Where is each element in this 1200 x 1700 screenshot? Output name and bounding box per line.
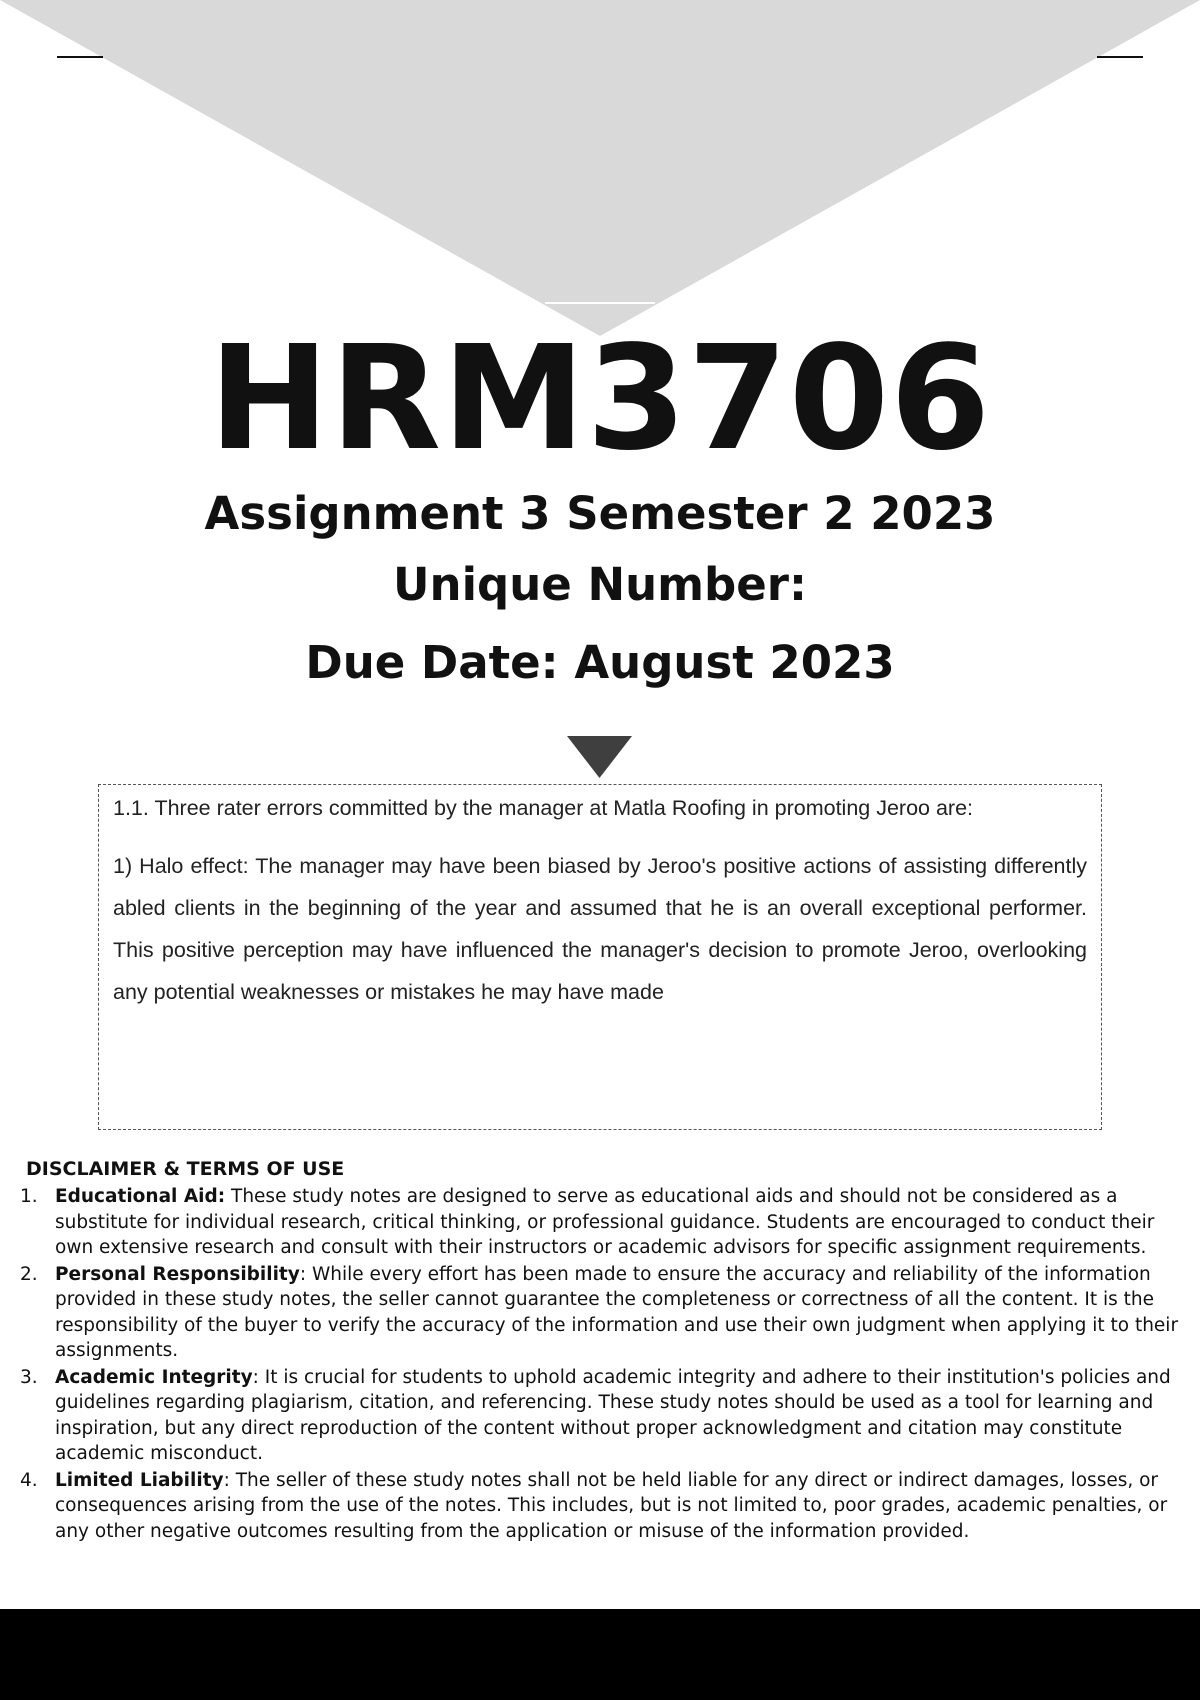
term-name: Educational Aid:	[55, 1186, 226, 1207]
answer-heading: 1.1. Three rater errors committed by the manager at Matla Roofing in promoting Jeroo are:	[113, 796, 974, 820]
crop-mark-left	[57, 56, 103, 58]
down-triangle-icon	[567, 736, 632, 778]
bottom-black-bar	[0, 1609, 1200, 1700]
term-number: 3.	[20, 1366, 38, 1388]
assignment-line: Assignment 3 Semester 2 2023	[204, 487, 996, 540]
term-number: 4.	[20, 1469, 38, 1491]
term-name: Personal Responsibility	[55, 1263, 300, 1285]
decorative-chevron-banner	[0, 0, 1200, 340]
course-code-title: HRM3706	[208, 314, 992, 482]
term-text: : It is crucial for students to uphold academic integrity and adhere to their institution's policies and guidelines regarding plagiarism, citation, and referencing. These study notes should be used as a tool for learning and inspiration, but any direct reproduction of the content without proper acknowledgment and citation may constitute academic misconduct.	[55, 1366, 1171, 1464]
crop-mark-right	[1097, 56, 1143, 58]
unique-number-line: Unique Number:	[393, 558, 807, 611]
disclaimer-title: DISCLAIMER & TERMS OF USE	[26, 1158, 345, 1180]
answer-body: 1) Halo effect: The manager may have been biased by Jeroo's positive actions of assisting differently abled clients in the beginning of the year and assumed that he is an overall exceptional performer. This positive perception may have influenced the manager's decision to promote Jeroo, overlooking any potential weaknesses or mistakes he may have made	[113, 854, 1087, 1004]
term-item-academic-integrity	[20, 1365, 1190, 1467]
terms-list	[20, 1184, 1190, 1544]
term-name: Academic Integrity	[55, 1366, 253, 1388]
term-number: 1.	[20, 1186, 38, 1207]
term-text: : While every effort has been made to ensure the accuracy and reliability of the information provided in these study notes, the seller cannot guarantee the completeness or correctness of all the content. It is the responsibility of the buyer to verify the accuracy of the information and use their own judgment when applying it to their assignments.	[55, 1263, 1179, 1361]
term-text: : The seller of these study notes shall not be held liable for any direct or indirect damages, losses, or consequences arising from the use of the notes. This includes, but is not limited to, poor grades, academic penalties, or any other negative outcomes resulting from the application or misuse of the information provided.	[55, 1469, 1168, 1542]
term-item-limited-liability	[20, 1468, 1190, 1545]
term-item-personal-responsibility	[20, 1262, 1190, 1364]
term-name: Limited Liability	[55, 1469, 224, 1491]
due-date-line: Due Date: August 2023	[305, 636, 895, 689]
disclaimer-section	[20, 1156, 1190, 1545]
term-item-educational-aid	[20, 1184, 1190, 1261]
term-number: 2.	[20, 1263, 38, 1285]
answer-preview-box	[98, 784, 1102, 1130]
term-text: These study notes are designed to serve as educational aids and should not be considered as a substitute for individual research, critical thinking, or professional guidance. Students are encouraged to conduct their own extensive research and consult with their instructors or academic advisors for specific assignment requirements.	[55, 1186, 1155, 1258]
